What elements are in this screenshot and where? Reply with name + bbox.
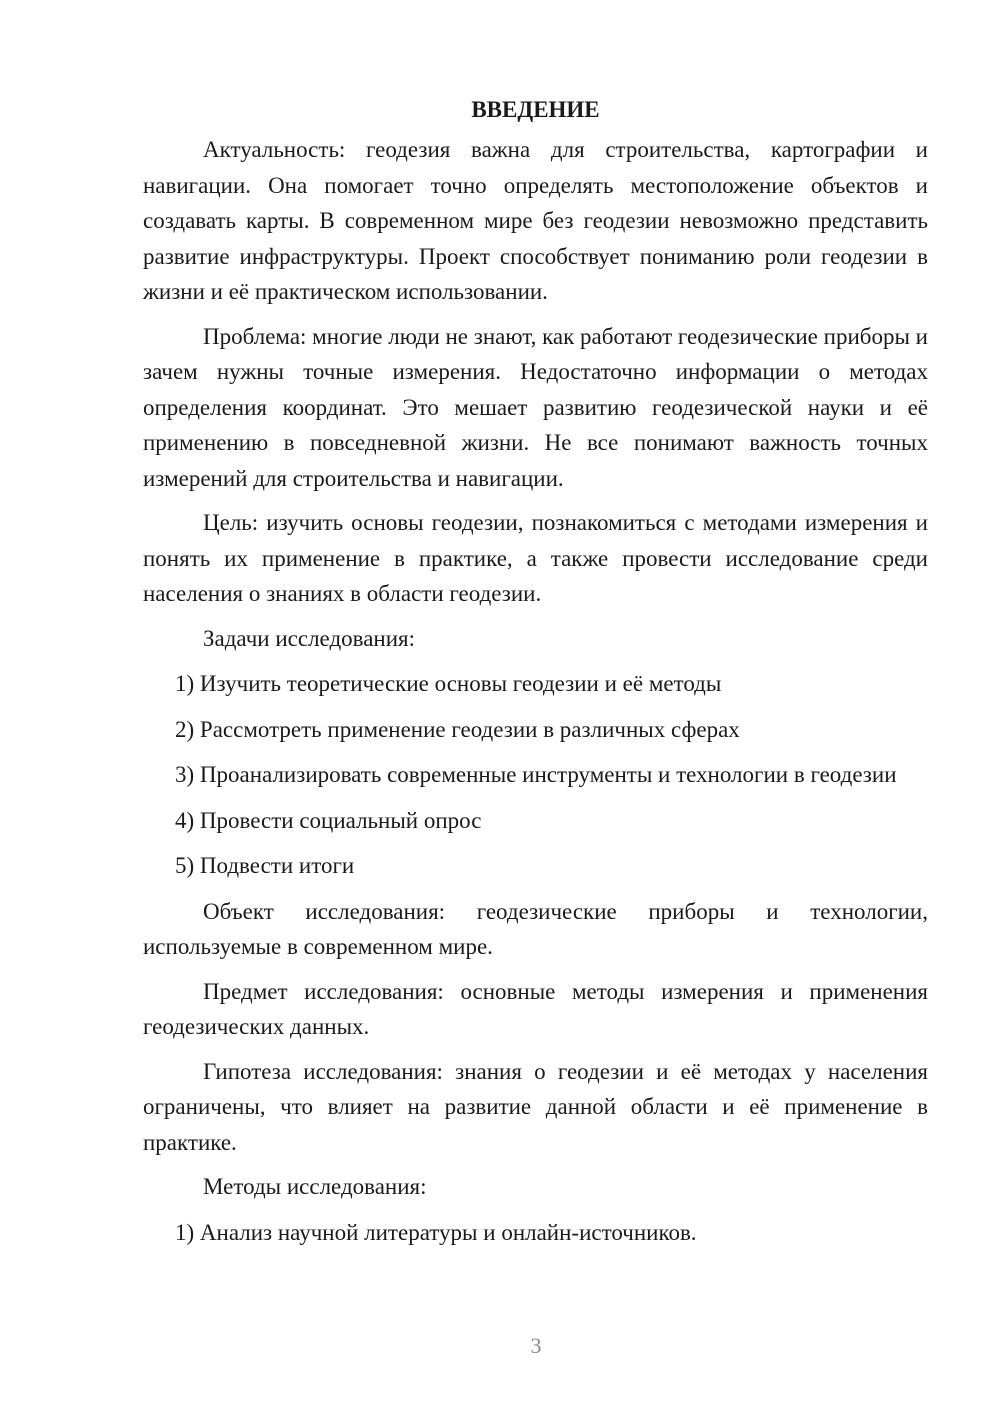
- page-number: 3: [530, 1333, 542, 1358]
- paragraph-problem: Проблема: многие люди не знают, как работают геодезические приборы и зачем нужны точные измерения. Недостаточно информации о методах определения координат. Это мешает развитию геодезической науки и её применению в повседневной жизни. Не все понимают важность точных измерений для строительства и навигации.: [143, 323, 928, 491]
- paragraph-object: Объект исследования: геодезические приборы и технологии, используемые в современном мире.: [143, 898, 928, 959]
- task-item: 2) Рассмотреть применение геодезии в различных сферах: [175, 716, 740, 742]
- task-item: 4) Провести социальный опрос: [175, 807, 482, 833]
- methods-title: Методы исследования:: [203, 1174, 427, 1199]
- task-item: 1) Изучить теоретические основы геодезии и её методы: [175, 671, 722, 696]
- task-item: 5) Подвести итоги: [175, 853, 355, 878]
- paragraph-goal: Цель: изучить основы геодезии, познакомиться с методами измерения и понять их применение в практике, а также провести исследование среди населения о знаниях в области геодезии.: [143, 510, 928, 606]
- paragraph-hypothesis: Гипотеза исследования: знания о геодезии и её методах у населения ограничены, что влияет на развитие данной области и её применение в практике.: [143, 1058, 928, 1155]
- tasks-title: Задачи исследования:: [203, 625, 416, 651]
- paragraph-subject: Предмет исследования: основные методы измерения и применения геодезических данных.: [143, 978, 928, 1039]
- method-item: 1) Анализ научной литературы и онлайн-источников.: [175, 1219, 697, 1245]
- page-content: [143, 92, 928, 1260]
- paragraph-relevance: Актуальность: геодезия важна для строительства, картографии и навигации. Она помогает точно определять местоположение объектов и создавать карты. В современном мире без геодезии невозможно представить развитие инфраструктуры. Проект способствует пониманию роли геодезии в жизни и её практическом использовании.: [143, 137, 928, 304]
- section-heading: ВВЕДЕНИЕ: [471, 97, 600, 122]
- task-item: 3) Проанализировать современные инструменты и технологии в геодезии: [175, 762, 897, 787]
